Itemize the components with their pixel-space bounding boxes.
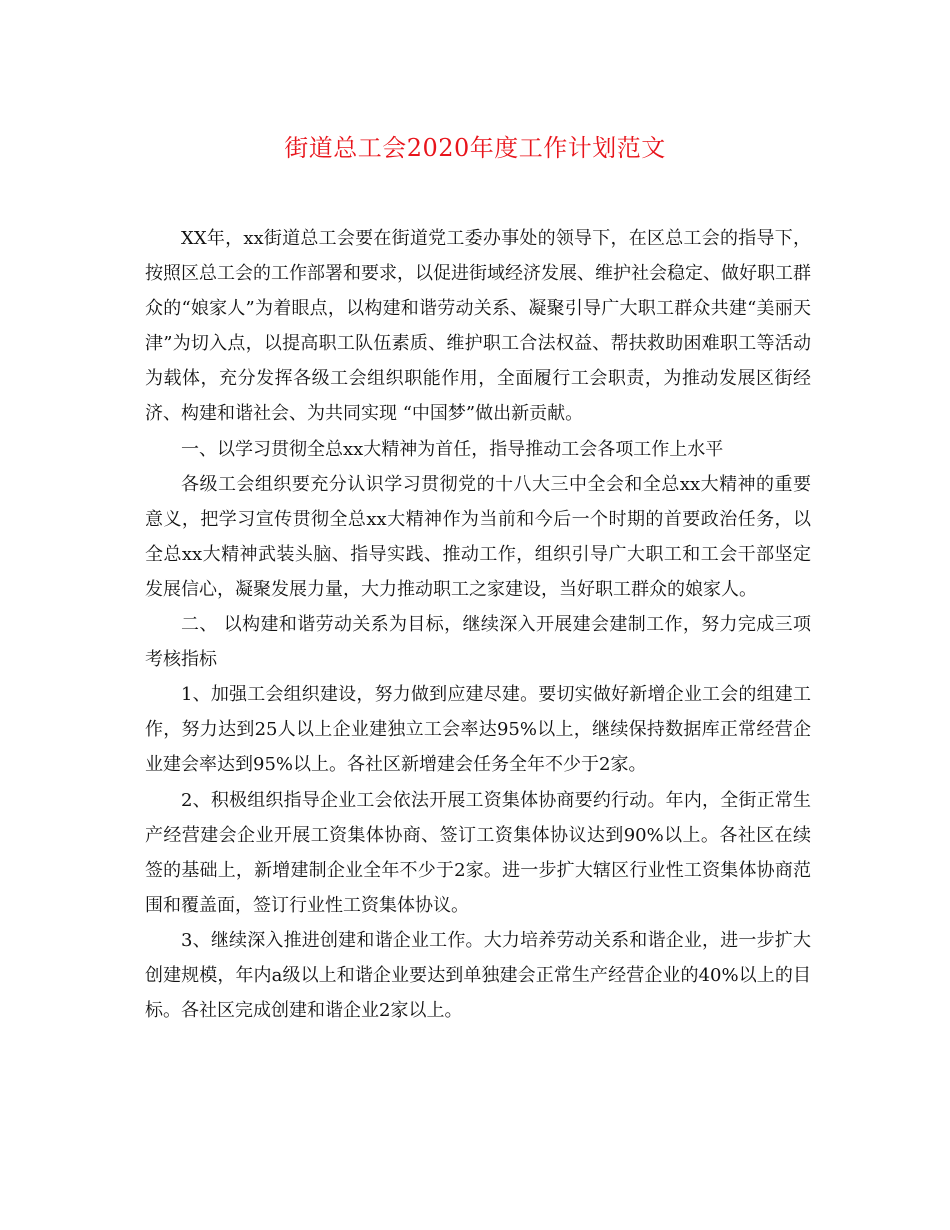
section-1-paragraph: 各级工会组织要充分认识学习贯彻党的十八大三中全会和全总xx大精神的重要意义，把学习宣传贯彻全总xx大精神作为当前和今后一个时期的首要政治任务，以全总xx大精神武装头脑、指导实践、推动工作，组织引导广大职工和工会干部坚定发展信心，凝聚发展力量，大力推动职工之家建设，当好职工群众的娘家人。	[145, 473, 811, 600]
document-title: 街道总工会2020年度工作计划范文	[284, 134, 666, 162]
section-heading-2: 二、 以构建和谐劳动关系为目标，继续深入开展建会建制工作，努力完成三项考核指标	[145, 614, 811, 671]
item-2-paragraph: 2、积极组织指导企业工会依法开展工资集体协商要约行动。年内，全街正常生产经营建会企业开展工资集体协商、签订工资集体协议达到90%以上。各社区在续签的基础上，新增建制企业全年不少于2家。进一步扩大辖区行业性工资集体协商范围和覆盖面，签订行业性工资集体协议。	[145, 789, 811, 916]
item-3-paragraph: 3、继续深入推进创建和谐企业工作。大力培养劳动关系和谐企业，进一步扩大创建规模，年内a级以上和谐企业要达到单独建会正常生产经营企业的40%以上的目标。各社区完成创建和谐企业2家以上。	[145, 929, 811, 1022]
section-heading-1: 一、以学习贯彻全总xx大精神为首任，指导推动工会各项工作上水平	[181, 438, 724, 460]
intro-paragraph: XX年，xx街道总工会要在街道党工委办事处的领导下，在区总工会的指导下，按照区总工会的工作部署和要求，以促进街域经济发展、维护社会稳定、做好职工群众的“娘家人”为着眼点，以构建和谐劳动关系、凝聚引导广大职工群众共建“美丽天津”为切入点，以提高职工队伍素质、维护职工合法权益、帮扶救助困难职工等活动为载体，充分发挥各级工会组织职能作用，全面履行工会职责，为推动发展区街经济、构建和谐社会、为共同实现 “中国梦”做出新贡献。	[145, 228, 811, 425]
document-body	[145, 221, 811, 1028]
item-1-paragraph: 1、加强工会组织建设，努力做到应建尽建。要切实做好新增企业工会的组建工作，努力达到25人以上企业建独立工会率达95%以上，继续保持数据库正常经营企业建会率达到95%以上。各社区新增建会任务全年不少于2家。	[145, 684, 811, 776]
